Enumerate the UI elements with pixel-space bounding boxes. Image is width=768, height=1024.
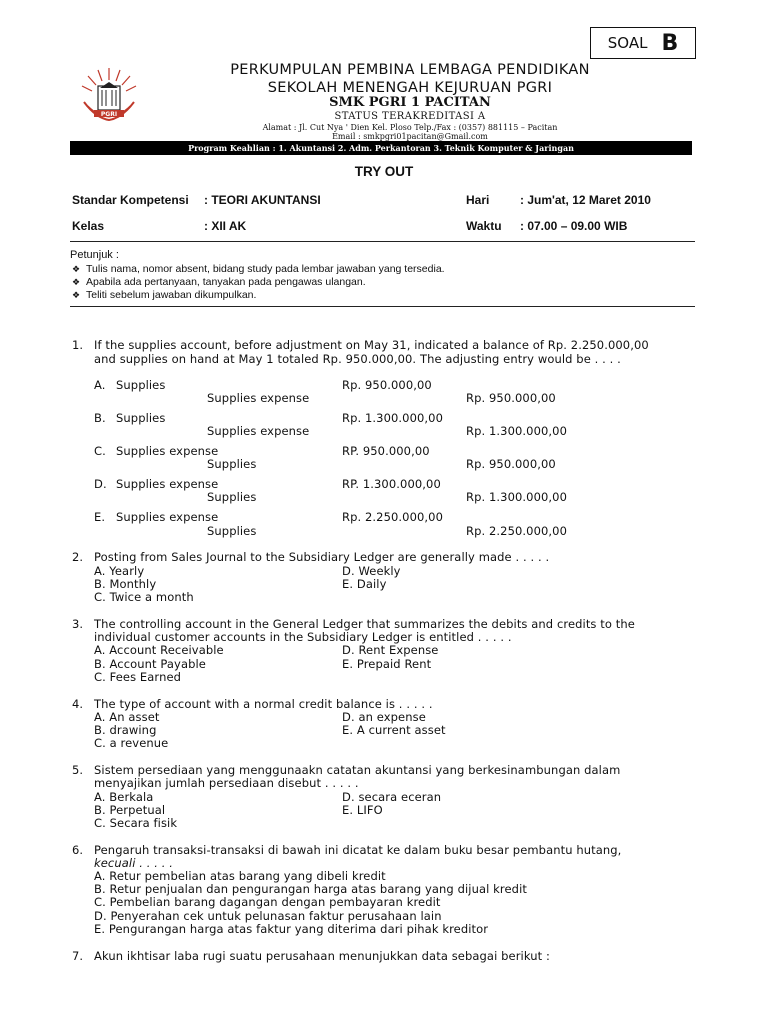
- credit-account: Supplies: [207, 490, 257, 504]
- school-address: Alamat : Jl. Cut Nya ' Dien Kel. Ploso Telp./Fax : (0357) 881115 – Pacitan: [262, 123, 558, 132]
- option: A. An asset: [94, 710, 160, 724]
- option-letter: C.: [94, 444, 106, 458]
- school-email: Email : smkpgri01pacitan@Gmail.com: [332, 132, 488, 141]
- petunjuk-item: ❖ Tulis nama, nomor absent, bidang study pada lembar jawaban yang tersedia.: [72, 263, 445, 275]
- credit-account: Supplies: [207, 457, 257, 471]
- petunjuk-item: ❖ Apabila ada pertanyaan, tanyakan pada pengawas ulangan.: [72, 276, 366, 288]
- option: A. Yearly: [94, 564, 145, 578]
- hari-label: Hari: [466, 193, 490, 207]
- question-number: 1.: [72, 338, 84, 352]
- question-text: individual customer accounts in the Subsidiary Ledger is entitled . . . . .: [94, 630, 512, 644]
- divider: [70, 241, 695, 242]
- option: E. Prepaid Rent: [342, 657, 432, 671]
- header-line2: SEKOLAH MENENGAH KEJURUAN PGRI: [267, 80, 553, 96]
- question-number: 6.: [72, 843, 84, 857]
- question-text: Sistem persediaan yang menggunaakn catatan akuntansi yang berkesinambungan dalam: [94, 763, 621, 777]
- option: B. Monthly: [94, 577, 157, 591]
- credit-account: Supplies expense: [207, 391, 310, 405]
- question-text: Pengaruh transaksi-transaksi di bawah ini dicatat ke dalam buku besar pembantu hutang,: [94, 843, 622, 857]
- option: B. Retur penjualan dan pengurangan harga atas barang yang dijual kredit: [94, 882, 527, 896]
- accreditation-status: STATUS TERAKREDITASI A: [334, 111, 486, 122]
- option-letter: E.: [94, 510, 106, 524]
- option: D. an expense: [342, 710, 426, 724]
- credit-amount: Rp. 1.300.000,00: [466, 424, 568, 438]
- option: A. Retur pembelian atas barang yang dibeli kredit: [94, 869, 386, 883]
- option: D. Penyerahan cek untuk pelunasan faktur perusahaan lain: [94, 909, 442, 923]
- petunjuk-item: ❖ Teliti sebelum jawaban dikumpulkan.: [72, 289, 257, 301]
- option: D. secara eceran: [342, 790, 442, 804]
- diamond-bullet-icon: ❖: [72, 277, 81, 287]
- option: A. Account Receivable: [94, 643, 224, 657]
- debit-amount: Rp. 950.000,00: [342, 378, 432, 392]
- option: C. a revenue: [94, 736, 169, 750]
- credit-amount: Rp. 950.000,00: [466, 391, 556, 405]
- divider: [70, 306, 695, 307]
- option: B. Account Payable: [94, 657, 206, 671]
- question-number: 3.: [72, 617, 84, 631]
- credit-account: Supplies: [207, 524, 257, 538]
- option: E. A current asset: [342, 723, 446, 737]
- pgri-logo-icon: [76, 62, 142, 130]
- debit-amount: RP. 950.000,00: [342, 444, 430, 458]
- credit-amount: Rp. 2.250.000,00: [466, 524, 568, 538]
- debit-amount: Rp. 1.300.000,00: [342, 411, 444, 425]
- soal-letter: B: [661, 30, 679, 56]
- option-letter: B.: [94, 411, 106, 425]
- option: D. Rent Expense: [342, 643, 439, 657]
- petunjuk-label: Petunjuk :: [70, 249, 119, 261]
- option: C. Pembelian barang dagangan dengan pembayaran kredit: [94, 895, 441, 909]
- school-name: SMK PGRI 1 PACITAN: [329, 95, 491, 110]
- question-number: 5.: [72, 763, 84, 777]
- diamond-bullet-icon: ❖: [72, 290, 81, 300]
- sk-label: Standar Kompetensi: [72, 193, 189, 207]
- debit-amount: RP. 1.300.000,00: [342, 477, 441, 491]
- question-text: menyajikan jumlah persediaan disebut . . . . .: [94, 776, 359, 790]
- question-text: Posting from Sales Journal to the Subsidiary Ledger are generally made . . . . .: [94, 550, 550, 564]
- soal-box: [590, 27, 696, 59]
- program-bar: Program Keahlian : 1. Akuntansi 2. Adm. Perkantoran 3. Teknik Komputer & Jaringan: [70, 141, 692, 155]
- debit-account: Supplies expense: [116, 444, 219, 458]
- header-line1: PERKUMPULAN PEMBINA LEMBAGA PENDIDIKAN: [230, 62, 590, 78]
- option: C. Twice a month: [94, 590, 194, 604]
- credit-account: Supplies expense: [207, 424, 310, 438]
- option: E. Daily: [342, 577, 387, 591]
- option: E. Pengurangan harga atas faktur yang diterima dari pihak kreditor: [94, 922, 489, 936]
- option: C. Fees Earned: [94, 670, 182, 684]
- credit-amount: Rp. 1.300.000,00: [466, 490, 568, 504]
- question-text: and supplies on hand at May 1 totaled Rp. 950.000,00. The adjusting entry would be . . . .: [94, 352, 621, 366]
- question-text: The type of account with a normal credit balance is . . . . .: [94, 697, 433, 711]
- soal-label: SOAL: [607, 34, 648, 52]
- question-number: 4.: [72, 697, 84, 711]
- kelas-value: : XII AK: [204, 219, 247, 233]
- question-number: 2.: [72, 550, 84, 564]
- debit-account: Supplies expense: [116, 510, 219, 524]
- hari-value: : Jum'at, 12 Maret 2010: [520, 193, 651, 207]
- question-text: kecuali . . . . .: [94, 856, 174, 870]
- question-number: 7.: [72, 949, 84, 963]
- waktu-label: Waktu: [466, 219, 502, 233]
- credit-amount: Rp. 950.000,00: [466, 457, 556, 471]
- diamond-bullet-icon: ❖: [72, 264, 81, 274]
- debit-amount: Rp. 2.250.000,00: [342, 510, 444, 524]
- debit-account: Supplies expense: [116, 477, 219, 491]
- page-title: TRY OUT: [354, 164, 414, 179]
- svg-text:PGRI: PGRI: [100, 111, 118, 118]
- option: E. LIFO: [342, 803, 383, 817]
- debit-account: Supplies: [116, 378, 166, 392]
- option: B. Perpetual: [94, 803, 166, 817]
- option: B. drawing: [94, 723, 157, 737]
- option-letter: D.: [94, 477, 107, 491]
- question-text: Akun ikhtisar laba rugi suatu perusahaan menunjukkan data sebagai berikut :: [94, 949, 550, 963]
- question-text: The controlling account in the General Ledger that summarizes the debits and credits to the: [94, 617, 635, 631]
- question-text: If the supplies account, before adjustment on May 31, indicated a balance of Rp. 2.250.000,00: [94, 338, 649, 352]
- debit-account: Supplies: [116, 411, 166, 425]
- option: C. Secara fisik: [94, 816, 178, 830]
- sk-value: : TEORI AKUNTANSI: [204, 193, 321, 207]
- option: D. Weekly: [342, 564, 401, 578]
- waktu-value: : 07.00 – 09.00 WIB: [520, 219, 628, 233]
- kelas-label: Kelas: [72, 219, 105, 233]
- option-letter: A.: [94, 378, 106, 392]
- option: A. Berkala: [94, 790, 154, 804]
